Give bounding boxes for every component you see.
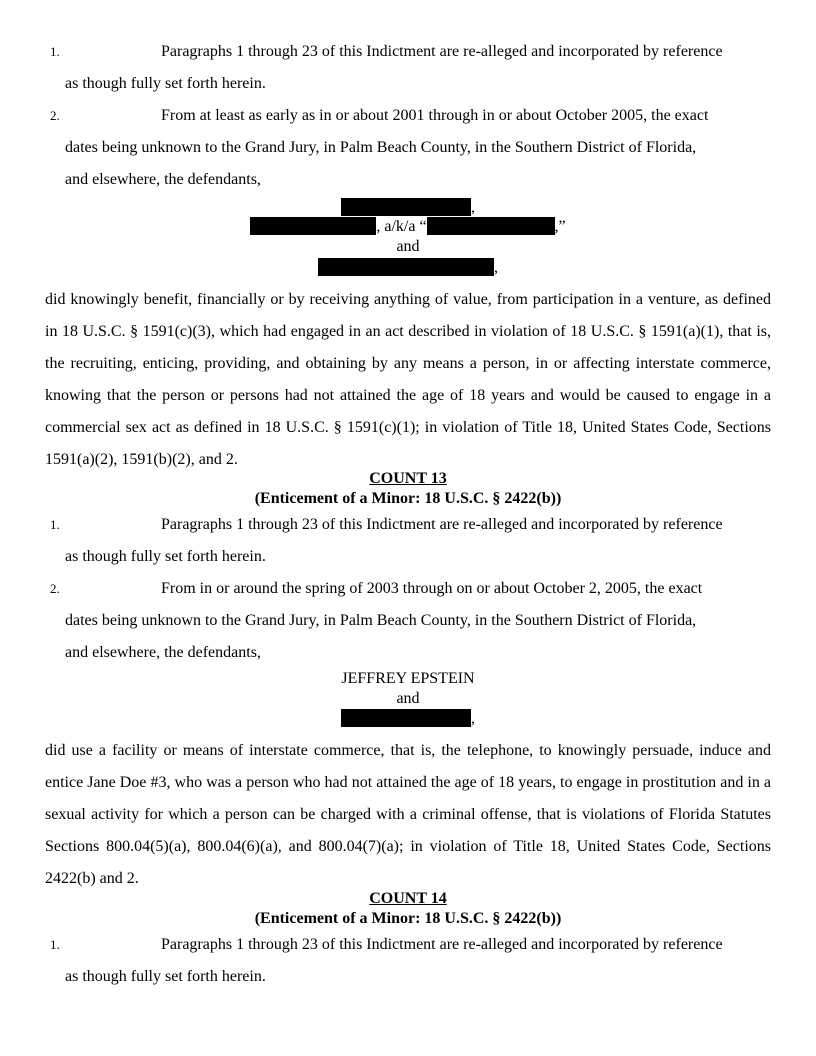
conjunction: and xyxy=(396,690,420,707)
paragraph-number: 2. xyxy=(50,581,60,596)
conjunction: and xyxy=(396,238,420,255)
paragraph-text: dates being unknown to the Grand Jury, in Palm Beach County, in the Southern District of Florida, xyxy=(65,139,697,156)
paragraph-text: as though fully set forth herein. xyxy=(65,968,266,985)
count-subtitle: (Enticement of a Minor: 18 U.S.C. § 2422(b)) xyxy=(254,910,562,927)
paragraph-text: From at least as early as in or about 2001 through in or about October 2005, the exact xyxy=(161,107,709,124)
paragraph-number: 1. xyxy=(50,517,60,532)
defendant-line: , xyxy=(0,258,816,278)
count-subtitle: (Enticement of a Minor: 18 U.S.C. § 2422(b)) xyxy=(254,490,562,507)
paragraph-text: as though fully set forth herein. xyxy=(65,75,266,92)
redaction-bar xyxy=(250,217,376,235)
paragraph-text: and elsewhere, the defendants, xyxy=(65,171,261,188)
defendant-name: JEFFREY EPSTEIN xyxy=(341,670,475,687)
paragraph-text: From in or around the spring of 2003 through on or about October 2, 2005, the exact xyxy=(161,580,703,597)
defendant-line: , xyxy=(0,709,816,729)
count-title: COUNT 13 xyxy=(369,470,447,487)
redaction-bar xyxy=(318,258,494,276)
charge-body: did use a facility or means of interstate commerce, that is, the telephone, to knowingly persuade, induce and entice Jane Doe #3, who was a person who had not attained the age of 18 years, to engage in prostitution and in a sexual activity for which a person can be charged with a criminal offense, that is violations of Florida Statutes Sections 800.04(5)(a), 800.04(6)(a), and 800.04(7)(a); in violation of Title 18, United States Code, Sections 2422(b) and 2. xyxy=(45,742,771,887)
paragraph-number: 1. xyxy=(50,937,60,952)
redaction-bar xyxy=(341,709,471,727)
paragraph-text: dates being unknown to the Grand Jury, in Palm Beach County, in the Southern District of Florida, xyxy=(65,612,697,629)
defendant-line: , a/k/a “ ,” xyxy=(0,217,816,237)
defendant-line: , xyxy=(0,198,816,218)
redaction-bar xyxy=(341,198,471,216)
paragraph-text: Paragraphs 1 through 23 of this Indictment are re-alleged and incorporated by reference xyxy=(161,516,723,533)
redaction-bar xyxy=(427,217,555,235)
paragraph-text: Paragraphs 1 through 23 of this Indictment are re-alleged and incorporated by reference xyxy=(161,936,723,953)
paragraph-number: 2. xyxy=(50,108,60,123)
count-title: COUNT 14 xyxy=(369,890,447,907)
paragraph-text: and elsewhere, the defendants, xyxy=(65,644,261,661)
paragraph-number: 1. xyxy=(50,44,60,59)
paragraph-text: Paragraphs 1 through 23 of this Indictment are re-alleged and incorporated by reference xyxy=(161,43,723,60)
paragraph-text: as though fully set forth herein. xyxy=(65,548,266,565)
charge-body: did knowingly benefit, financially or by receiving anything of value, from participation in a venture, as defined in 18 U.S.C. § 1591(c)(3), which had engaged in an act described in violation of 18 U.S.C. § 1591(a)(1), that is, the recruiting, enticing, providing, and obtaining by any means a person, in or affecting interstate commerce, knowing that the person or persons had not attained the age of 18 years and would be caused to engage in a commercial sex act as defined in 18 U.S.C. § 1591(c)(1); in violation of Title 18, United States Code, Sections 1591(a)(2), 1591(b)(2), and 2. xyxy=(45,291,771,468)
